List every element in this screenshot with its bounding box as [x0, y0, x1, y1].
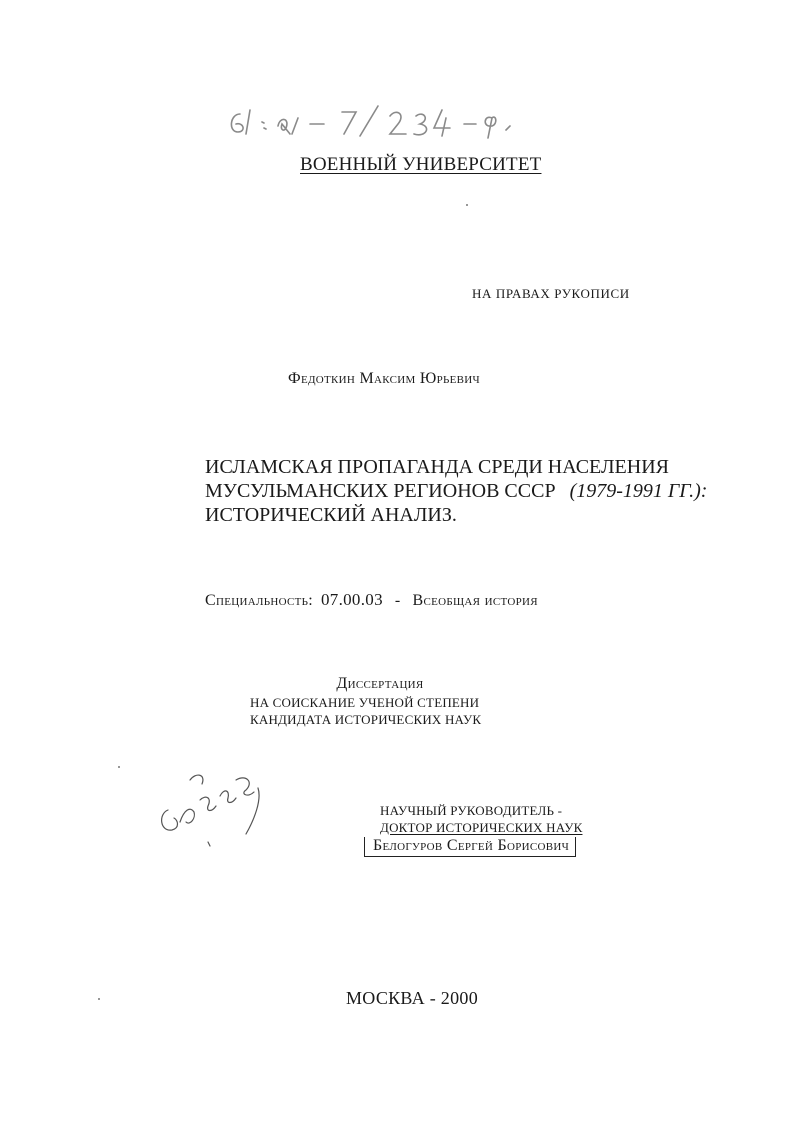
supervisor-name: Белогуров Сергей Борисович: [364, 837, 576, 857]
title-line-2: [205, 479, 708, 503]
manuscript-rights-note: НА ПРАВАХ РУКОПИСИ: [472, 286, 630, 301]
specialty-line: [205, 590, 538, 610]
scan-speck: [98, 998, 100, 1000]
title-line-1: ИСЛАМСКАЯ ПРОПАГАНДА СРЕДИ НАСЕЛЕНИЯ: [205, 456, 669, 478]
specialty-code: 07.00.03: [320, 590, 383, 609]
dissertation-line-2: КАНДИДАТА ИСТОРИЧЕСКИХ НАУК: [250, 712, 482, 727]
scan-speck: [466, 204, 468, 206]
dissertation-line-1: НА СОИСКАНИЕ УЧЕНОЙ СТЕПЕНИ: [250, 695, 480, 710]
city-and-year: МОСКВА - 2000: [346, 988, 479, 1008]
scan-speck: [118, 766, 120, 768]
university-name: ВОЕННЫЙ УНИВЕРСИТЕТ: [300, 154, 542, 175]
specialty-dash: -: [394, 592, 401, 609]
title-line-3: ИСТОРИЧЕСКИЙ АНАЛИЗ.: [205, 504, 457, 526]
dissertation-heading: Диссертация: [336, 675, 424, 692]
supervisor-block: [373, 802, 583, 857]
dissertation-title: [205, 455, 708, 527]
supervisor-line-2: ДОКТОР ИСТОРИЧЕСКИХ НАУК: [380, 820, 583, 835]
title-line-2-text: МУСУЛЬМАНСКИХ РЕГИОНОВ СССР: [205, 480, 556, 502]
handwritten-signature: [150, 760, 280, 850]
dissertation-degree-block: [250, 674, 510, 728]
supervisor-line-1: НАУЧНЫЙ РУКОВОДИТЕЛЬ -: [380, 803, 563, 818]
handwritten-catalog-code: [220, 96, 580, 146]
title-years: (1979-1991 ГГ.):: [569, 480, 708, 502]
specialty-label: Специальность:: [205, 592, 313, 609]
author-name: Федоткин Максим Юрьевич: [288, 370, 480, 387]
specialty-name: Всеобщая история: [412, 592, 538, 609]
